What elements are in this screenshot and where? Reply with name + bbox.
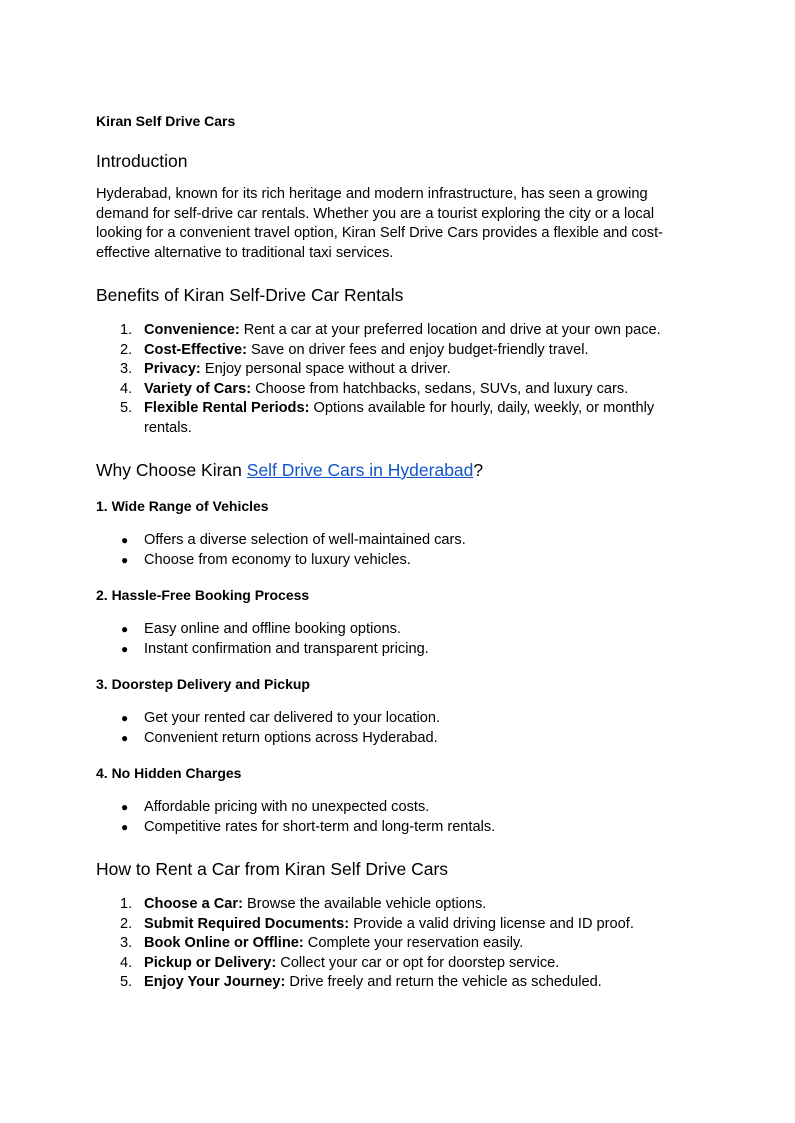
subsection-title: 2. Hassle-Free Booking Process [96,587,310,603]
list-item [96,818,696,838]
list-item [96,954,696,974]
item-label: Submit Required Documents: [144,915,350,932]
item-text: Easy online and offline booking options. [144,621,401,637]
item-text: Choose from hatchbacks, sedans, SUVs, and luxury cars. [251,380,629,397]
list-item [96,321,696,341]
item-text: Affordable pricing with no unexpected costs. [144,799,430,815]
bullet-icon: ● [121,641,129,656]
bullet-list [96,620,696,659]
document-page [96,111,696,993]
item-text: Enjoy personal space without a driver. [200,361,451,377]
item-text: Provide a valid driving license and ID proof. [349,915,634,932]
item-text: Instant confirmation and transparent pricing. [144,640,429,657]
bullet-icon: ● [121,622,129,636]
why-heading [96,458,696,482]
list-item [96,934,696,954]
list-number: 2. [120,341,133,358]
benefits-heading: Benefits of Kiran Self-Drive Car Rentals [96,285,404,305]
list-item [96,895,696,915]
subsection-title: 1. Wide Range of Vehicles [96,498,269,514]
item-label: Privacy: [144,361,201,377]
item-label: Convenience: [144,322,240,338]
list-item [96,729,696,749]
list-item [96,380,696,400]
item-text: Options available for hourly, daily, weekly, or monthly rentals. [144,400,655,436]
list-number: 1. [120,896,133,912]
list-item [96,709,696,729]
item-text: Competitive rates for short-term and long-term rentals. [144,818,496,835]
list-item [96,551,696,571]
list-number: 1. [120,322,133,338]
item-text: Offers a diverse selection of well-maintained cars. [144,532,466,548]
list-number: 3. [120,935,133,951]
howto-list [96,895,696,993]
item-label: Enjoy Your Journey: [144,974,286,990]
why-heading-prefix: Why Choose Kiran [96,460,247,480]
list-item [96,620,696,640]
bullet-list [96,531,696,570]
item-label: Pickup or Delivery: [144,954,277,971]
howto-heading: How to Rent a Car from Kiran Self Drive Cars [96,859,449,879]
item-label: Book Online or Offline: [144,935,304,951]
subsection-title: 4. No Hidden Charges [96,765,242,781]
why-heading-suffix: ? [473,460,484,480]
item-label: Cost-Effective: [144,341,247,358]
document-title: Kiran Self Drive Cars [96,113,236,129]
list-item [96,973,696,993]
list-number: 3. [120,361,133,377]
list-number: 5. [120,400,133,416]
benefits-list [96,321,696,438]
list-item [96,341,696,361]
bullet-icon: ● [121,552,129,567]
bullet-icon: ● [121,533,129,547]
list-item [96,640,696,660]
item-text: Convenient return options across Hyderabad. [144,729,438,746]
bullet-icon: ● [121,800,129,814]
item-text: Choose from economy to luxury vehicles. [144,551,411,568]
bullet-list [96,798,696,837]
list-item [96,798,696,818]
item-text: Get your rented car delivered to your location. [144,710,441,726]
self-drive-cars-hyderabad-link[interactable]: Self Drive Cars in Hyderabad [246,460,474,480]
item-label: Variety of Cars: [144,380,252,397]
item-text: Drive freely and return the vehicle as scheduled. [285,974,602,990]
subsection-title: 3. Doorstep Delivery and Pickup [96,676,310,692]
item-label: Flexible Rental Periods: [144,400,310,416]
list-item [96,531,696,551]
bullet-list [96,709,696,748]
list-number: 4. [120,954,133,971]
list-number: 2. [120,915,133,932]
item-text: Complete your reservation easily. [303,935,524,951]
list-item [96,915,696,935]
bullet-icon: ● [121,730,129,745]
bullet-icon: ● [121,711,129,725]
intro-heading: Introduction [96,151,188,171]
bullet-icon: ● [121,819,129,834]
item-text: Collect your car or opt for doorstep service. [276,954,560,971]
item-text: Save on driver fees and enjoy budget-friendly travel. [246,341,589,358]
item-label: Choose a Car: [144,896,243,912]
item-text: Browse the available vehicle options. [242,896,487,912]
list-item [96,360,696,380]
list-item [96,399,696,438]
list-number: 5. [120,974,133,990]
list-number: 4. [120,380,133,397]
item-text: Rent a car at your preferred location and drive at your own pace. [239,322,661,338]
intro-paragraph: Hyderabad, known for its rich heritage and modern infrastructure, has seen a growing demand for self-drive car rentals. Whether you are a tourist exploring the city or a local looking for a convenient travel option, Kiran Self Drive Cars provides a flexible and cost-effective alternative to traditional taxi services. [96,186,664,261]
